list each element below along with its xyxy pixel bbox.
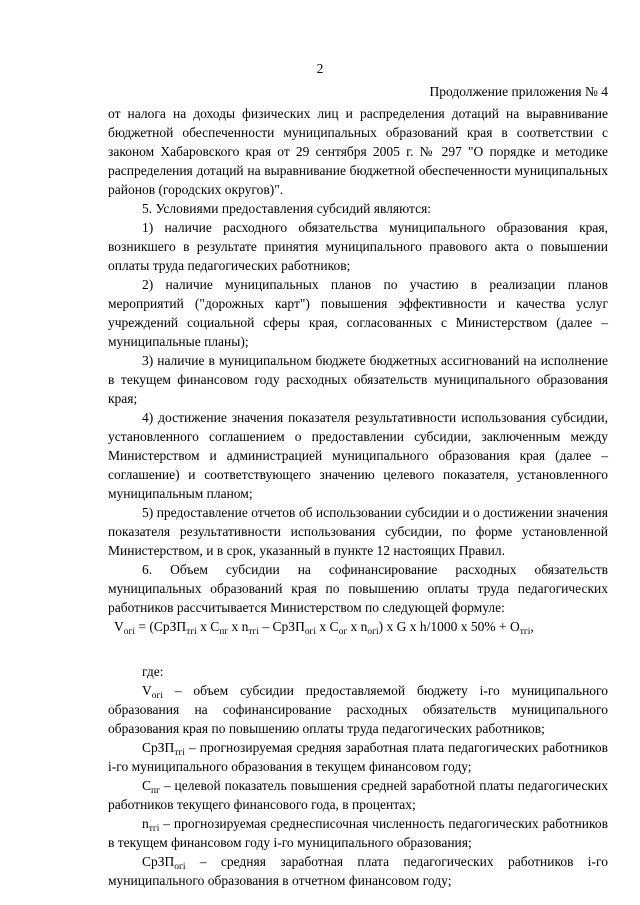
definition: СрЗП$_{тгi}$ – прогнозируемая средняя заработная плата педагогических работников i-го муниципального образования в текущем финансовом году; [108,740,608,774]
page-number: 2 [316,61,324,76]
paragraph: 5. Условиями предоставления субсидий являются: [142,201,432,216]
definition: СрЗП$_{огi}$ – средняя заработная плата педагогических работников i-го муниципального образования в отчетном финансовом году; [108,854,608,888]
paragraph: 6. Объем субсидии на софинансирование расходных обязательств муниципальных образований края по повышению оплаты труда педагогических работников рассчитывается Министерством по следующей формуле: [108,562,608,615]
document-body [108,104,608,890]
spacer [108,636,608,662]
definition: $C_{пг}$ – целевой показатель повышения средней заработной платы педагогических работников текущего финансового года, в процентах; [108,778,608,812]
appendix-note: Продолжение приложения № 4 [429,84,608,99]
paragraph: 3) наличие в муниципальном бюджете бюджетных ассигнований на исполнение в текущем финансовом году расходных обязательств муниципального образования края; [108,353,608,406]
paragraph: 4) достижение значения показателя результативности использования субсидии, установленного соглашением о предоставлении субсидии, заключенным между Министерством и администрацией муниципального образования края (далее – соглашение) и соответствующего значению целевого показателя, установленного муниципальным планом; [108,410,608,501]
definition: $V_{огi}$ – объем субсидии предоставляемой бюджету i-го муниципального образования на софинансирование расходных обязательств муниципального образования края по повышению оплаты труда педагогических работников; [108,683,608,736]
paragraph: 1) наличие расходного обязательства муниципального образования края, возникшего в результате принятия муниципального правового акта о повышении оплаты труда педагогических работников; [108,220,608,273]
paragraph: 5) предоставление отчетов об использовании субсидии и о достижении значения показателя результативности использования субсидии, по форме установленной Министерством, и в срок, указанный в пункте 12 настоящих Правил. [108,505,608,558]
paragraph: 2) наличие муниципальных планов по участию в реализации планов мероприятий ("дорожных карт") повышения эффективности и качества услуг учреждений социальной сферы края, согласованных с Министерством (далее – муниципальные планы); [108,277,608,349]
paragraph: от налога на доходы физических лиц и распределения дотаций на выравнивание бюджетной обеспеченности муниципальных образований края в соответствии с законом Хабаровского края от 29 сентября 2005 г. № 297 "О порядке и методике распределения дотаций на выравнивание бюджетной обеспеченности муниципальных районов (городских округов)". [108,106,608,197]
subsidy-formula: $V_{огi}$ = (СрЗП$_{тгi}$ x $C_{пг}$ x $n_{тгi}$ – СрЗП$_{огi}$ x $C_{ог}$ x $n_{огi}$) x G x h/1000 x $50\% + O_{тгi}$, [114,619,534,637]
definition: $n_{тгi}$ – прогнозируемая среднесписочная численность педагогических работников в текущем финансовом году i-го муниципального образования; [108,816,608,850]
where-label: где: [142,664,164,679]
